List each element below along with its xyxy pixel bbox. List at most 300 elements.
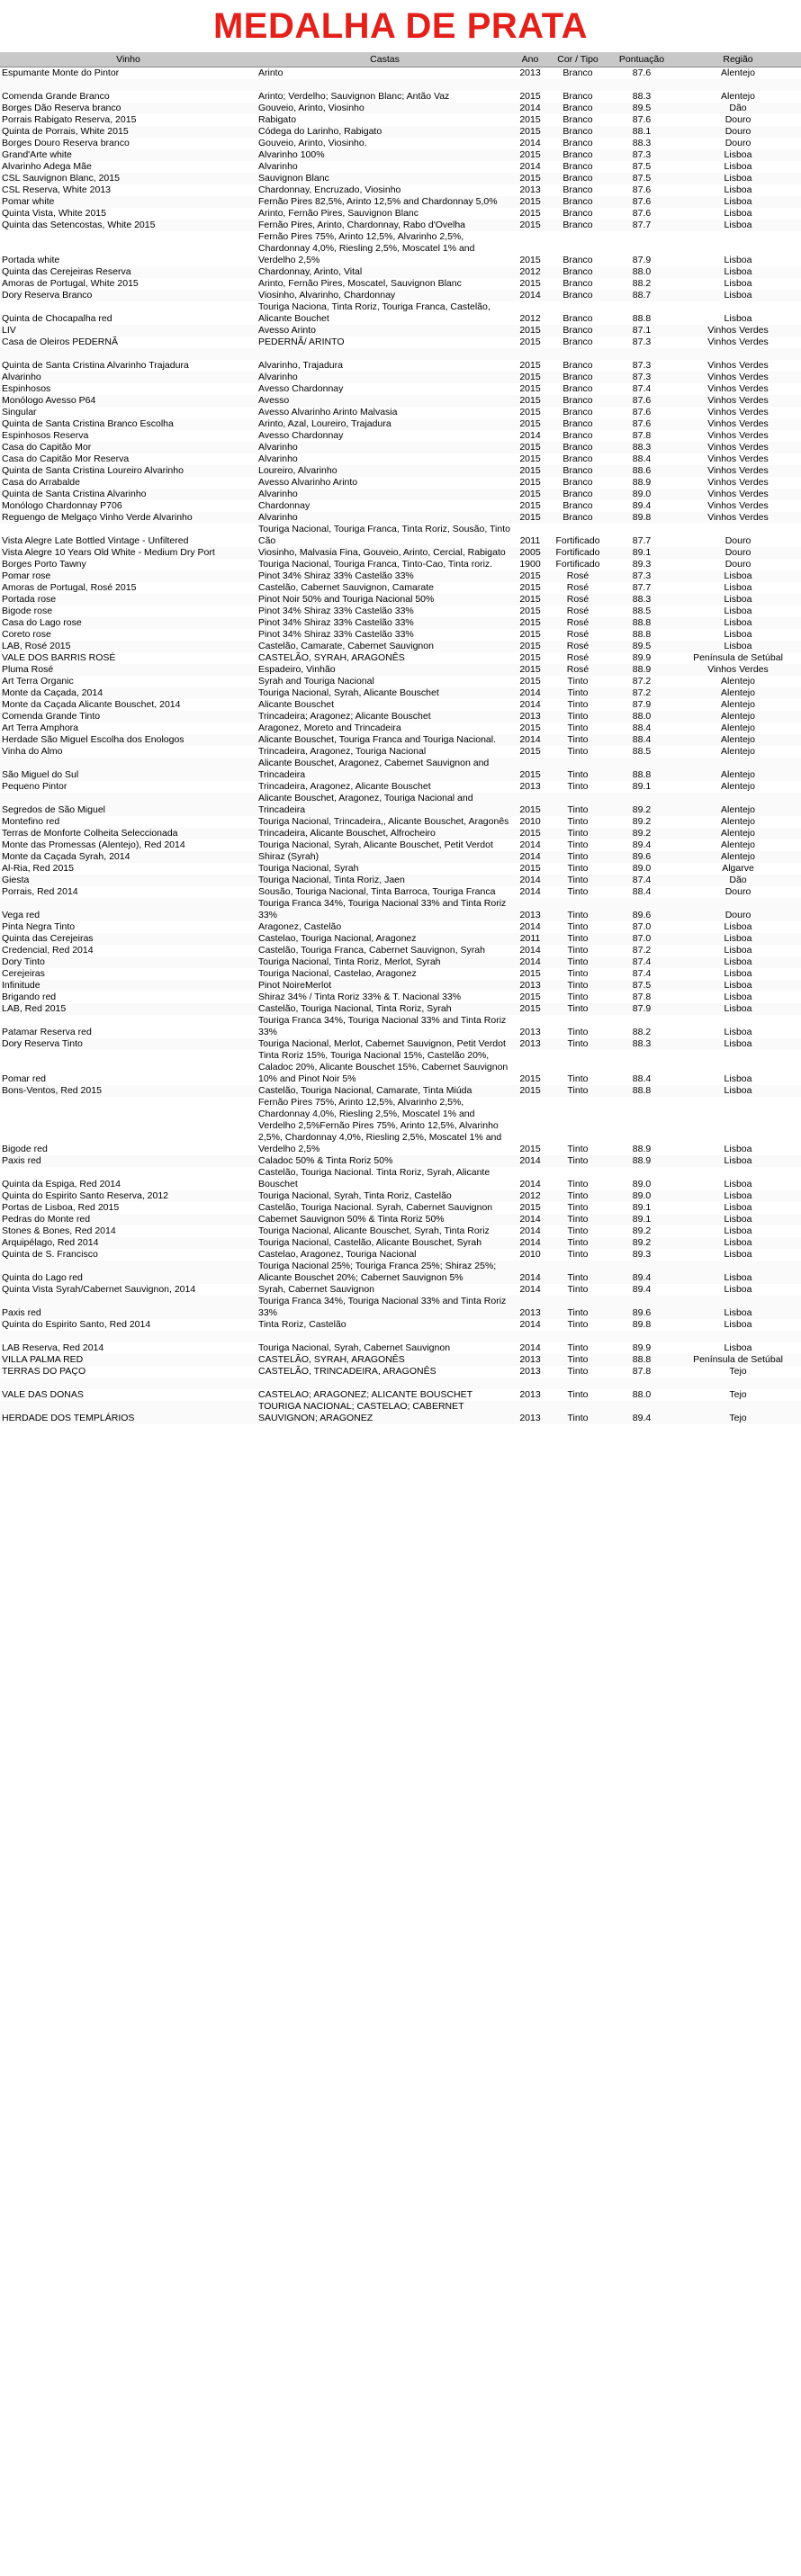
- table-row: [0, 816, 801, 828]
- table-row: [0, 266, 801, 278]
- cell-pontuacao: 87.0: [632, 921, 652, 932]
- cell-cor-tipo: Branco: [547, 173, 608, 184]
- cell-pontuacao: 89.5: [608, 103, 675, 114]
- cell-vinho: Espumante Monte do Pintor: [2, 67, 120, 78]
- cell-vinho: Monte da Caçada Alicante Bouschet, 2014: [2, 699, 181, 710]
- cell-cor-tipo: Tinto: [547, 1003, 608, 1015]
- cell-ano: 2012: [513, 266, 547, 278]
- cell-cor-tipo: Tinto: [567, 863, 589, 874]
- cell-regiao: Lisboa: [675, 1296, 801, 1319]
- cell-regiao: Lisboa: [675, 1155, 801, 1167]
- cell-regiao: Lisboa: [675, 220, 801, 231]
- cell-regiao: Lisboa: [675, 570, 801, 582]
- cell-ano: 2014: [513, 687, 547, 699]
- cell-regiao: Alentejo: [721, 699, 755, 710]
- cell-cor-tipo: Branco: [562, 383, 593, 394]
- cell-ano: 2014: [519, 1342, 541, 1353]
- cell-ano: 2015: [519, 968, 541, 979]
- cell-vinho: Monte da Caçada, 2014: [0, 687, 256, 699]
- cell-castas: Avesso Alvarinho Arinto: [258, 477, 358, 488]
- cell-regiao: Vinhos Verdes: [675, 372, 801, 383]
- cell-castas: Syrah, Cabernet Sauvignon: [258, 1284, 374, 1295]
- cell-castas: Chardonnay, Encruzado, Viosinho: [258, 184, 401, 195]
- cell-cor-tipo: Fortificado: [555, 559, 600, 570]
- cell-regiao: Lisboa: [675, 1190, 801, 1202]
- cell-castas: CASTELÃO, TRINCADEIRA, ARAGONÊS: [258, 1366, 436, 1377]
- cell-castas: Castelão, Touriga Nacional. Tinta Roriz, Syrah, Alicante Bouschet: [258, 1167, 490, 1189]
- cell-regiao: Lisboa: [675, 149, 801, 161]
- cell-pontuacao: 89.9: [632, 652, 652, 663]
- table-row: [0, 220, 801, 231]
- cell-castas: Arinto; Verdelho; Sauvignon Blanc; Antão Vaz: [258, 91, 450, 102]
- table-row: [0, 138, 801, 149]
- cell-ano: 2015: [519, 606, 541, 616]
- cell-castas: Chardonnay: [258, 500, 310, 511]
- cell-ano: 2013: [519, 67, 541, 78]
- cell-cor-tipo: Branco: [562, 453, 593, 464]
- cell-cor-tipo: Rosé: [566, 652, 590, 663]
- cell-ano: 2014: [513, 1261, 547, 1284]
- cell-ano: 2015: [513, 664, 547, 676]
- cell-regiao: Lisboa: [675, 956, 801, 968]
- cell-pontuacao: 89.2: [608, 1237, 675, 1249]
- table-row: [0, 453, 801, 465]
- cell-cor-tipo: Branco: [562, 114, 593, 125]
- cell-castas: Shiraz 34% / Tinta Roriz 33% & T. Nacional 33%: [258, 992, 462, 1002]
- cell-cor-tipo: Branco: [562, 91, 593, 102]
- cell-vinho: Casa do Arrabalde: [2, 477, 80, 488]
- cell-pontuacao: 89.3: [632, 559, 652, 570]
- cell-pontuacao: 88.9: [632, 1144, 652, 1154]
- cell-regiao: Douro: [724, 559, 752, 570]
- cell-castas: Syrah and Touriga Nacional: [258, 676, 374, 687]
- cell-castas: Trincadeira, Aragonez, Touriga Nacional: [258, 746, 427, 757]
- cell-regiao: Alentejo: [721, 723, 755, 733]
- cell-cor-tipo: Tinto: [567, 816, 589, 827]
- cell-castas: Trincadeira; Aragonez; Alicante Bouschet: [256, 711, 513, 723]
- table-row: [0, 348, 801, 360]
- table-row: [0, 781, 801, 793]
- cell-pontuacao: [608, 1331, 675, 1342]
- cell-vinho: Infinitude: [0, 980, 256, 992]
- table-row: [0, 1296, 801, 1319]
- cell-pontuacao: 87.7: [608, 220, 675, 231]
- table-row: [0, 477, 801, 489]
- cell-ano: 2014: [519, 1284, 541, 1295]
- cell-cor-tipo: Tinto: [567, 1027, 589, 1037]
- cell-pontuacao: 89.4: [608, 1261, 675, 1284]
- cell-regiao: Alentejo: [721, 839, 755, 850]
- cell-castas: Gouveio, Arinto, Viosinho: [256, 103, 513, 114]
- cell-vinho: Pomar white: [0, 196, 256, 208]
- cell-pontuacao: 89.0: [608, 1190, 675, 1202]
- cell-pontuacao: 87.3: [608, 570, 675, 582]
- cell-vinho: Borges Porto Tawny: [2, 559, 86, 570]
- cell-ano: 2014: [513, 290, 547, 301]
- cell-regiao: Douro: [675, 898, 801, 921]
- cell-ano: 2014: [519, 138, 541, 148]
- cell-ano: 2014: [519, 1225, 541, 1236]
- cell-castas: Sauvignon Blanc: [256, 173, 513, 184]
- cell-regiao: Lisboa: [675, 266, 801, 278]
- cell-ano: 2013: [513, 1296, 547, 1319]
- cell-ano: 2005: [513, 547, 547, 559]
- cell-pontuacao: 88.8: [608, 1085, 675, 1097]
- cell-ano: 2015: [513, 372, 547, 383]
- cell-cor-tipo: Tinto: [547, 898, 608, 921]
- table-row: [0, 1050, 801, 1085]
- cell-castas: Touriga Franca 34%, Touriga Nacional 33% and Tinta Roriz 33%: [258, 1015, 507, 1037]
- cell-castas: Espadeiro, Vinhão: [256, 664, 513, 676]
- cell-pontuacao: 89.4: [632, 1284, 652, 1295]
- cell-cor-tipo: Rosé: [547, 664, 608, 676]
- cell-ano: 2014: [519, 921, 541, 932]
- cell-pontuacao: 89.4: [608, 1401, 675, 1424]
- table-row: [0, 886, 801, 898]
- cell-cor-tipo: Tinto: [567, 921, 589, 932]
- table-row: [0, 711, 801, 723]
- table-row: [0, 126, 801, 138]
- cell-cor-tipo: Branco: [562, 337, 593, 347]
- table-row: [0, 582, 801, 594]
- cell-regiao: [675, 79, 801, 91]
- cell-vinho: Cerejeiras: [2, 968, 45, 979]
- cell-vinho: Casa do Capitão Mor: [0, 442, 256, 453]
- cell-cor-tipo: Branco: [562, 360, 593, 371]
- table-row: [0, 383, 801, 395]
- table-row: [0, 933, 801, 945]
- cell-pontuacao: 88.9: [632, 477, 652, 488]
- cell-castas: Gouveio, Arinto, Viosinho.: [258, 138, 367, 148]
- cell-cor-tipo: Branco: [562, 407, 593, 417]
- table-row: [0, 875, 801, 886]
- cell-regiao: Vinhos Verdes: [707, 430, 769, 441]
- cell-ano: 2011: [513, 933, 547, 945]
- cell-vinho: [0, 348, 256, 360]
- cell-castas: TOURIGA NACIONAL; CASTELAO; CABERNET SAUVIGNON; ARAGONEZ: [256, 1401, 513, 1424]
- cell-ano: 2014: [519, 430, 541, 441]
- cell-pontuacao: 88.8: [632, 313, 652, 324]
- cell-pontuacao: 87.1: [608, 325, 675, 337]
- cell-ano: 2014: [519, 886, 541, 897]
- cell-vinho: Herdade São Miguel Escolha dos Enologos: [0, 734, 256, 746]
- cell-castas: Arinto: [258, 67, 284, 78]
- cell-pontuacao: 89.1: [608, 1214, 675, 1225]
- cell-pontuacao: 89.2: [608, 828, 675, 839]
- cell-pontuacao: 87.8: [632, 992, 652, 1002]
- cell-cor-tipo: Branco: [547, 196, 608, 208]
- cell-regiao: Lisboa: [675, 617, 801, 629]
- cell-castas: Pinot NoirеMerlot: [256, 980, 513, 992]
- cell-castas: Pinot 34% Shiraz 33% Castelão 33%: [256, 570, 513, 582]
- page-title: MEDALHA DE PRATA: [212, 6, 589, 46]
- cell-vinho: Pedras do Monte red: [0, 1214, 256, 1225]
- cell-vinho: Quinta de Santa Cristina Loureiro Alvarinho: [0, 465, 256, 477]
- cell-vinho: Monólogo Chardonnay P706: [2, 500, 122, 511]
- cell-vinho: Quinta das Setencostas, White 2015: [0, 220, 256, 231]
- cell-castas: Touriga Nacional, Castelão, Alicante Bouschet, Syrah: [256, 1237, 513, 1249]
- cell-cor-tipo: Tinto: [567, 723, 589, 733]
- cell-vinho: HERDADE DOS TEMPLÁRIOS: [0, 1401, 256, 1424]
- cell-vinho: Porrais Rabigato Reserva, 2015: [2, 114, 137, 125]
- cell-cor-tipo: Branco: [547, 512, 608, 524]
- cell-castas: Castelao, Aragonez, Touriga Nacional: [258, 1249, 417, 1260]
- cell-pontuacao: 87.2: [608, 687, 675, 699]
- cell-castas: Alvarinho: [258, 161, 298, 172]
- cell-castas: Castelão, Touriga Nacional, Camarate, Tinta Miúda: [256, 1085, 513, 1097]
- cell-pontuacao: [608, 79, 675, 91]
- cell-regiao: Alentejo: [675, 851, 801, 863]
- cell-pontuacao: 88.0: [608, 266, 675, 278]
- cell-castas: Viosinho, Malvasia Fina, Gouveio, Arinto, Cercial, Rabigato: [256, 547, 513, 559]
- table-row: [0, 524, 801, 547]
- cell-ano: 2010: [519, 1249, 541, 1260]
- cell-castas: Touriga Nacional, Touriga Franca, Tinto-Cao, Tinta roriz.: [258, 559, 493, 570]
- cell-ano: 2015: [519, 114, 541, 125]
- cell-regiao: Alentejo: [721, 816, 755, 827]
- cell-pontuacao: 87.6: [608, 418, 675, 430]
- cell-vinho: Stones & Bones, Red 2014: [2, 1225, 116, 1236]
- cell-regiao: Lisboa: [724, 1284, 752, 1295]
- cell-cor-tipo: Tinto: [567, 1073, 589, 1084]
- table-row: [0, 898, 801, 921]
- cell-vinho: Bons-Ventos, Red 2015: [0, 1085, 256, 1097]
- cell-regiao: Lisboa: [675, 980, 801, 992]
- cell-cor-tipo: Tinto: [567, 1144, 589, 1154]
- cell-regiao: Douro: [724, 138, 752, 148]
- cell-regiao: Vinhos Verdes: [707, 383, 769, 394]
- cell-regiao: Vinhos Verdes: [675, 512, 801, 524]
- cell-vinho: Casa de Oleiros PEDERNÃ: [2, 337, 118, 347]
- column-header-cor-tipo: Cor / Tipo: [547, 52, 608, 67]
- cell-regiao: Lisboa: [724, 1342, 752, 1353]
- cell-regiao: Douro: [724, 114, 752, 125]
- cell-regiao: Algarve: [722, 863, 754, 874]
- table-row: [0, 360, 801, 372]
- cell-castas: Touriga Nacional 25%; Touriga Franca 25%; Shiraz 25%; Alicante Bouschet 20%; Cabernet Sauvignon 5%: [256, 1261, 513, 1284]
- cell-castas: Chardonnay, Arinto, Vital: [256, 266, 513, 278]
- table-row: [0, 547, 801, 559]
- cell-castas: Touriga Nacional, Castelao, Aragonez: [258, 968, 417, 979]
- cell-castas: Pinot Noir 50% and Touriga Nacional 50%: [256, 594, 513, 606]
- cell-ano: 2015: [519, 337, 541, 347]
- cell-castas: Cabernet Sauvignon 50% & Tinta Roriz 50%: [256, 1214, 513, 1225]
- table-row: [0, 559, 801, 570]
- cell-regiao: Lisboa: [724, 1319, 752, 1330]
- cell-vinho: VALE DAS DONAS: [2, 1389, 84, 1400]
- cell-cor-tipo: Tinto: [547, 875, 608, 886]
- cell-cor-tipo: Tinto: [547, 980, 608, 992]
- table-row: [0, 723, 801, 734]
- cell-pontuacao: 88.2: [632, 278, 652, 289]
- cell-cor-tipo: Tinto: [547, 828, 608, 839]
- cell-regiao: Lisboa: [724, 629, 752, 640]
- cell-cor-tipo: Rosé: [566, 629, 590, 640]
- cell-regiao: Lisboa: [675, 1214, 801, 1225]
- cell-castas: Sousão, Touriga Nacional, Tinta Barroca, Touriga Franca: [258, 886, 496, 897]
- cell-regiao: Lisboa: [724, 992, 752, 1002]
- column-header-castas: Castas: [256, 52, 513, 67]
- cell-vinho: Quinta do Espirito Santo, Red 2014: [2, 1319, 151, 1330]
- cell-cor-tipo: Tinto: [547, 1296, 608, 1319]
- cell-vinho: LIV: [0, 325, 256, 337]
- cell-regiao: Vinhos Verdes: [675, 664, 801, 676]
- table-row: [0, 278, 801, 290]
- cell-castas: Touriga Naciona, Tinta Roriz, Touriga Franca, Castelão, Alicante Bouchet: [258, 301, 490, 324]
- table-row: [0, 699, 801, 711]
- cell-ano: 2014: [513, 103, 547, 114]
- cell-castas: Alicante Bouschet, Aragonez, Touriga Nacional and Trincadeira: [256, 793, 513, 816]
- cell-ano: 2013: [513, 711, 547, 723]
- cell-cor-tipo: Tinto: [567, 746, 589, 757]
- cell-vinho: Quinta Vista Syrah/Cabernet Sauvignon, 2014: [2, 1284, 196, 1295]
- cell-castas: Avesso Chardonnay: [258, 430, 344, 441]
- cell-vinho: Singular: [2, 407, 37, 417]
- cell-regiao: Lisboa: [724, 161, 752, 172]
- cell-vinho: Paxis red: [0, 1155, 256, 1167]
- cell-regiao: Lisboa: [724, 184, 752, 195]
- cell-regiao: Lisboa: [724, 1202, 752, 1213]
- cell-cor-tipo: Tinto: [547, 1038, 608, 1050]
- cell-ano: 2011: [519, 535, 541, 546]
- cell-pontuacao: 89.4: [632, 500, 652, 511]
- cell-castas: [256, 348, 513, 360]
- cell-vinho: Quinta da Espiga, Red 2014: [2, 1179, 121, 1189]
- cell-pontuacao: 88.3: [608, 442, 675, 453]
- cell-castas: Avesso Arinto: [256, 325, 513, 337]
- table-row: [0, 1342, 801, 1354]
- cell-castas: Alvarinho, Trajadura: [258, 360, 343, 371]
- cell-cor-tipo: Branco: [547, 103, 608, 114]
- cell-castas: Touriga Nacional, Syrah, Alicante Bouschet: [256, 687, 513, 699]
- cell-vinho: Grand'Arte white: [0, 149, 256, 161]
- cell-pontuacao: 89.8: [608, 512, 675, 524]
- cell-castas: Aragonez, Moreto and Trincadeira: [258, 723, 401, 733]
- cell-cor-tipo: Tinto: [567, 1319, 589, 1330]
- cell-pontuacao: 88.3: [608, 594, 675, 606]
- cell-ano: 2015: [519, 255, 541, 265]
- cell-ano: 2015: [519, 1073, 541, 1084]
- cell-pontuacao: 87.3: [608, 372, 675, 383]
- cell-castas: Alicante Bouschet, Aragonez, Cabernet Sauvignon and Trincadeira: [256, 758, 513, 781]
- table-row: [0, 956, 801, 968]
- cell-regiao: Vinhos Verdes: [675, 418, 801, 430]
- cell-regiao: Lisboa: [724, 1225, 752, 1236]
- cell-vinho: Montefino red: [2, 816, 60, 827]
- cell-ano: 2015: [513, 489, 547, 500]
- cell-pontuacao: 89.0: [608, 489, 675, 500]
- cell-cor-tipo: Branco: [562, 208, 593, 219]
- cell-ano: 2013: [519, 184, 541, 195]
- cell-ano: 2015: [513, 641, 547, 652]
- cell-regiao: Vinhos Verdes: [675, 465, 801, 477]
- cell-pontuacao: 89.1: [608, 547, 675, 559]
- cell-cor-tipo: Tinto: [567, 699, 589, 710]
- cell-cor-tipo: Tinto: [567, 1202, 589, 1213]
- cell-castas: Trincadeira, Alicante Bouschet, Alfrocheiro: [256, 828, 513, 839]
- cell-vinho: Patamar Reserva red: [2, 1027, 92, 1037]
- cell-ano: 2014: [513, 851, 547, 863]
- cell-regiao: Lisboa: [675, 173, 801, 184]
- cell-ano: 2014: [519, 1179, 541, 1189]
- cell-regiao: Vinhos Verdes: [675, 489, 801, 500]
- cell-pontuacao: 89.2: [632, 1225, 652, 1236]
- cell-cor-tipo: Tinto: [567, 1366, 589, 1377]
- table-row: [0, 851, 801, 863]
- table-row: [0, 945, 801, 956]
- cell-regiao: Vinhos Verdes: [707, 360, 769, 371]
- cell-castas: Arinto, Fernão Pires, Sauvignon Blanc: [258, 208, 419, 219]
- cell-pontuacao: 87.6: [632, 184, 652, 195]
- cell-pontuacao: 87.6: [608, 196, 675, 208]
- cell-pontuacao: 87.0: [608, 933, 675, 945]
- table-row: [0, 1284, 801, 1296]
- cell-cor-tipo: Branco: [547, 465, 608, 477]
- cell-castas: Castelão, Cabernet Sauvignon, Camarate: [258, 582, 434, 593]
- cell-vinho: Casa do Lago rose: [0, 617, 256, 629]
- cell-cor-tipo: Branco: [562, 477, 593, 488]
- cell-pontuacao: 87.5: [608, 173, 675, 184]
- cell-vinho: Vista Alegre 10 Years Old White - Medium Dry Port: [0, 547, 256, 559]
- cell-cor-tipo: Tinto: [567, 1249, 589, 1260]
- cell-regiao: [675, 1378, 801, 1389]
- cell-pontuacao: 88.8: [608, 758, 675, 781]
- cell-cor-tipo: Rosé: [547, 594, 608, 606]
- cell-vinho: Quinta das Cerejeiras Reserva: [0, 266, 256, 278]
- cell-castas: Touriga Nacional, Syrah, Tinta Roriz, Castelão: [256, 1190, 513, 1202]
- cell-regiao: Douro: [675, 547, 801, 559]
- cell-cor-tipo: Tinto: [547, 1354, 608, 1366]
- cell-regiao: Lisboa: [724, 606, 752, 616]
- cell-vinho: Brigando red: [2, 992, 57, 1002]
- cell-cor-tipo: Tinto: [547, 956, 608, 968]
- cell-pontuacao: 87.9: [608, 1003, 675, 1015]
- cell-cor-tipo: Rosé: [547, 617, 608, 629]
- cell-castas: Avesso: [256, 395, 513, 407]
- cell-cor-tipo: Fortificado: [555, 535, 600, 546]
- table-row: [0, 395, 801, 407]
- cell-pontuacao: 87.6: [632, 67, 652, 78]
- cell-vinho: Quinta de Santa Cristina Branco Escolha: [0, 418, 256, 430]
- cell-pontuacao: 87.7: [632, 535, 652, 546]
- cell-regiao: Vinhos Verdes: [707, 453, 769, 464]
- cell-regiao: Alentejo: [721, 67, 755, 78]
- cell-ano: 2015: [513, 758, 547, 781]
- cell-ano: 2015: [513, 395, 547, 407]
- cell-regiao: Lisboa: [724, 1027, 752, 1037]
- cell-vinho: Comenda Grande Branco: [2, 91, 110, 102]
- cell-vinho: LAB, Red 2015: [0, 1003, 256, 1015]
- cell-ano: 2012: [513, 1190, 547, 1202]
- cell-vinho: VILLA PALMA RED: [0, 1354, 256, 1366]
- cell-ano: 2015: [519, 500, 541, 511]
- cell-vinho: [0, 1378, 256, 1389]
- cell-cor-tipo: Tinto: [547, 758, 608, 781]
- cell-ano: 2015: [519, 582, 541, 593]
- cell-vinho: CSL Reserva, White 2013: [2, 184, 112, 195]
- cell-pontuacao: 87.3: [632, 337, 652, 347]
- cell-ano: 2013: [513, 1401, 547, 1424]
- table-row: [0, 1319, 801, 1331]
- cell-ano: 2013: [513, 898, 547, 921]
- cell-regiao: Douro: [724, 886, 752, 897]
- cell-ano: [513, 1378, 547, 1389]
- cell-ano: 2015: [519, 746, 541, 757]
- cell-cor-tipo: Branco: [547, 325, 608, 337]
- cell-regiao: Alentejo: [675, 828, 801, 839]
- cell-ano: 2015: [519, 1202, 541, 1213]
- cell-ano: 2015: [519, 383, 541, 394]
